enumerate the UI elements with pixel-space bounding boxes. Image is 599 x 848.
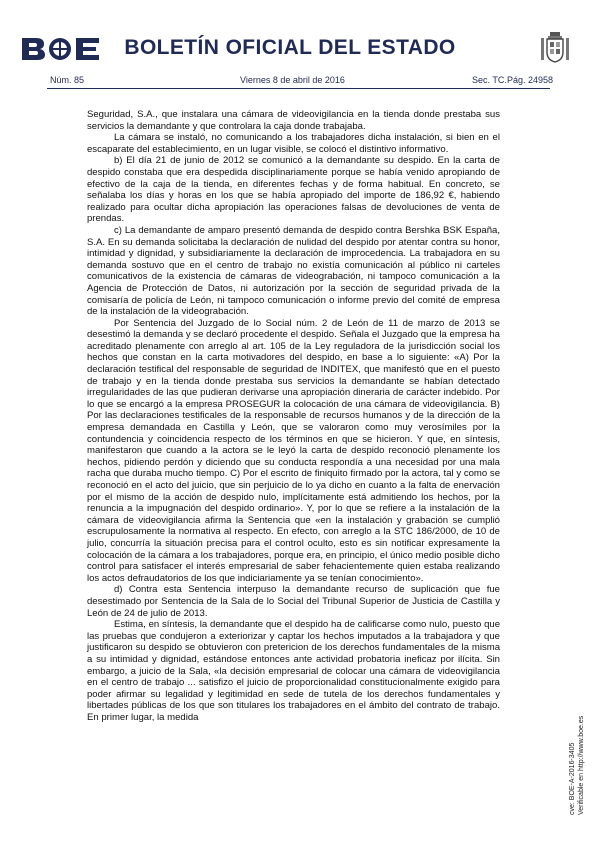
paragraph: b) El día 21 de junio de 2012 se comunicó a la demandante su despido. En la carta de despido constaba que era despedida disciplinariamente porque se había venido apropiando de efectivo de la caja de la tienda, en diferentes fechas y de forma habitual. En concreto, se señalaba los días y horas en los que se había apropiado del importe de 186,92 €, habiendo realizado para ocultar dicha apropiación las operaciones falsas de devoluciones de venta de prendas. bbox=[87, 155, 500, 225]
publication-title: BOLETÍN OFICIAL DEL ESTADO bbox=[124, 36, 456, 59]
page-number: Pág. 24958 bbox=[507, 75, 554, 85]
cve-code: cve: BOE-A-2016-3405 bbox=[569, 742, 576, 815]
verification-note bbox=[568, 635, 586, 815]
issue-number: Núm. 85 bbox=[50, 75, 85, 85]
section-label: Sec. TC. bbox=[472, 75, 507, 85]
paragraph: Estima, en síntesis, la demandante que el despido ha de calificarse como nulo, puesto que las pruebas que condujeron a exteriorizar y captar los hechos imputados a la trabajadora y que justificaron su despido se obtuvieron con pretericion de los derechos fundamentales de la misma a su intimidad y dignidad, estándose entonces ante actividad probatoria ineficaz por ilícita. Sin embargo, a juicio de la Sala, «la decisión empresarial de colocar una cámara de videovigilancia en el centro de trabajo ... satisfizo el juicio de proporcionalidad constitucionalmente exigido para poder afirmar su legalidad y legitimidad en sede de tutela de los derechos fundamentales y libertades públicas de los que son titulares los trabajadores en el ámbito del contrato de trabajo. En primer lugar, la medida bbox=[87, 619, 500, 723]
paragraph: La cámara se instaló, no comunicando a los trabajadores dicha instalación, si bien en el escaparate del establecimiento, en un lugar visible, se colocó el distintivo informativo. bbox=[87, 132, 500, 155]
paragraph: Seguridad, S.A., que instalara una cámara de videovigilancia en la tienda donde prestaba sus servicios la demandante y que controlara la caja donde trabajaba. bbox=[87, 109, 500, 132]
header-divider bbox=[47, 88, 550, 89]
document-body bbox=[87, 109, 500, 723]
boe-logo bbox=[20, 36, 102, 67]
publication-date: Viernes 8 de abril de 2016 bbox=[240, 75, 345, 85]
coat-of-arms-icon bbox=[538, 30, 572, 69]
paragraph: Por Sentencia del Juzgado de lo Social núm. 2 de León de 11 de marzo de 2013 se desestimó la demanda y se declaró procedente el despido. Señala el Juzgado que la empresa ha acreditado plenamente con arreglo al art. 105 de la Ley reguladora de la jurisdicción social los hechos que constan en la carta motivadores del despido, en base a lo siguiente: «A) Por la declaración testifical del responsable de seguridad de INDITEX, que manifestó que en el puesto de trabajo y en la tienda donde prestaba sus servicios la demandante se habían detectado irregularidades de las que pudieran derivarse una apropiación dineraria de carácter indebido. Por lo que se encargó a la empresa PROSEGUR la colocación de una cámara de videovigilancia. B) Por las declaraciones testificales de la responsable de recursos humanos y de la dirección de la empresa demandada en Castilla y León, que se valoraron como muy verosímiles por la contundencia y coincidencia respecto de los términos en que se hicieron. Y que, en síntesis, manifestaron que cuando a la actora se le leyó la carta de despido reconoció plenamente los hechos, pidiendo perdón y diciendo que su conducta respondía a una necesidad por una mala racha que duraba mucho tiempo. C) Por el escrito de finiquito firmado por la actora, tal y como se reconoció en el acto del juicio, que sin perjuicio de lo ya dicho en cuanto a la falta de enervación por el mismo de la acción de despido nulo, implícitamente está admitiendo los hechos, por la renuncia a la impugnación del despido ordinario». Y, por lo que se refiere a la instalación de la cámara de videovigilancia afirma la Sentencia que «en la instalación y grabación se cumplió escrupulosamente la normativa al respecto. En efecto, con arreglo a la STC 186/2000, de 10 de julio, concurría la situación precisa para el control oculto, esto es sin notificar expresamente la colocación de la cámara a los trabajadores, porque era, en principio, el único medio posible dicho control para satisfacer el interés empresarial de saber fehacientemente quien estaba realizando los actos defraudatorios de los que indiciariamente ya se tenían conocimiento». bbox=[87, 317, 500, 584]
boe-logo-icon bbox=[20, 36, 102, 62]
page-header bbox=[0, 0, 599, 100]
paragraph: d) Contra esta Sentencia interpuso la demandante recurso de suplicación que fue desestimado por Sentencia de la Sala de lo Social del Tribunal Superior de Justicia de Castilla y León de 24 de julio de 2013. bbox=[87, 584, 500, 619]
verification-link[interactable]: Verificable en http://www.boe.es bbox=[578, 715, 585, 815]
paragraph: c) La demandante de amparo presentó demanda de despido contra Bershka BSK España, S.A. En su demanda solicitaba la declaración de nulidad del despido por atentar contra su honor, intimidad y dignidad, y subsidiariamente la declaración de improcedencia. La trabajadora en su demanda sostuvo que en el centro de trabajo no existía comunicación al público ni carteles comunicativos de la existencia de cámaras de videograbación, ni tampoco comunicación a la Agencia de Protección de Datos, ni autorización por la sección de seguridad privada de la comisaría de policía de León, ni tampoco comunicación o informe previo del comité de empresa de la instalación de la videograbación. bbox=[87, 224, 500, 318]
